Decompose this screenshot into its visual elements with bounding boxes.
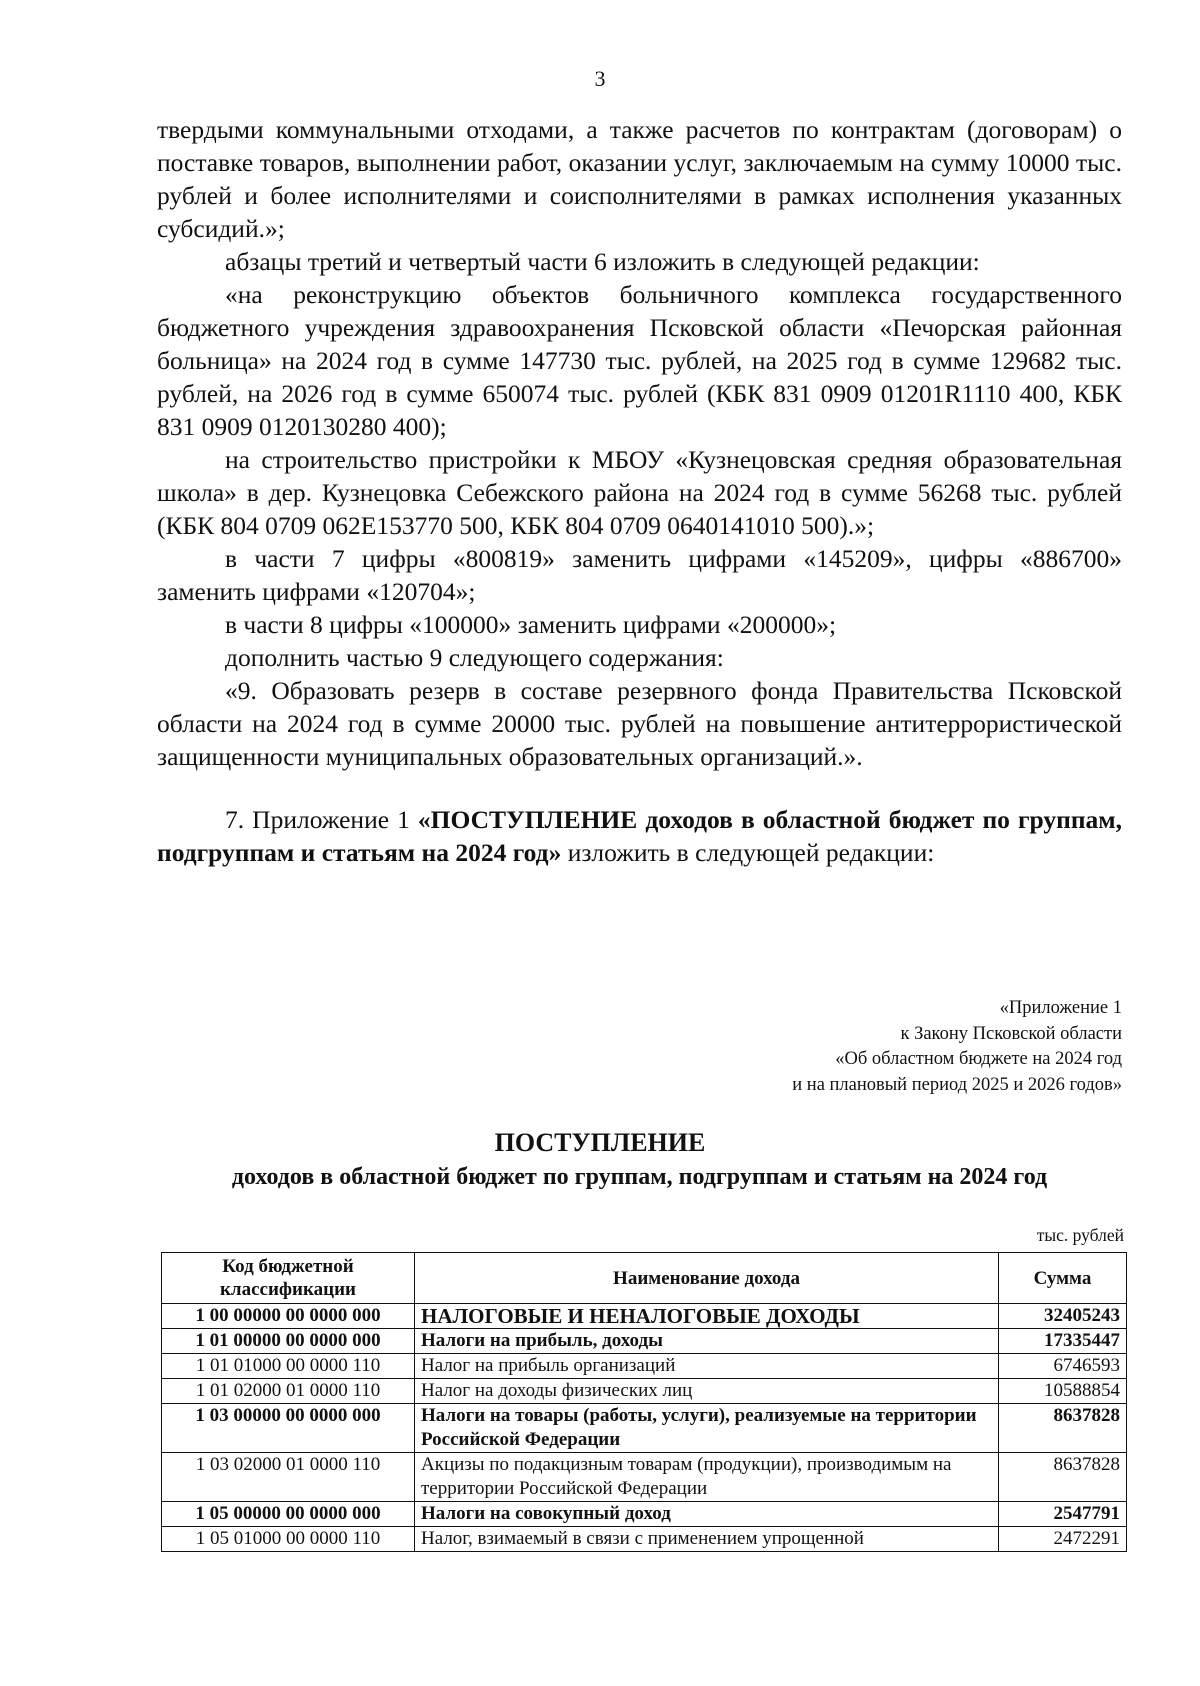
paragraph: в части 7 цифры «800819» заменить цифрами «145209», цифры «886700» заменить цифрами «120704»; bbox=[157, 544, 1122, 606]
cell-name: Налоги на прибыль, доходы bbox=[415, 1329, 999, 1354]
cell-sum: 8637828 bbox=[999, 1404, 1127, 1453]
header-code: Код бюджетной классификации bbox=[162, 1253, 415, 1304]
page-number: 3 bbox=[594, 66, 606, 91]
appendix-line: «Приложение 1 bbox=[999, 998, 1122, 1018]
table-row bbox=[162, 1304, 1127, 1329]
cell-code: 1 00 00000 00 0000 000 bbox=[162, 1304, 415, 1329]
paragraph: «9. Образовать резерв в составе резервного фонда Правительства Псковской области на 2024 год в сумме 20000 тыс. рублей на повышение антитеррористической защищенности муниципальных образовательных организаций.». bbox=[157, 676, 1122, 771]
cell-code: 1 01 00000 00 0000 000 bbox=[162, 1329, 415, 1354]
appendix-line: и на плановый период 2025 и 2026 годов» bbox=[792, 1074, 1122, 1095]
section-7-suffix: изложить в следующей редакции: bbox=[561, 838, 935, 867]
cell-sum: 17335447 bbox=[999, 1329, 1127, 1354]
cell-sum: 2547791 bbox=[999, 1502, 1127, 1527]
appendix-line: «Об областном бюджете на 2024 год bbox=[835, 1049, 1122, 1069]
cell-sum: 10588854 bbox=[999, 1379, 1127, 1404]
paragraph: на строительство пристройки к МБОУ «Кузнецовская средняя образовательная школа» в дер. Кузнецовка Себежского района на 2024 год в сумме 56268 тыс. рублей (КБК 804 0709 062E153770 500, КБК 804 0709 0640141010 500).»; bbox=[157, 445, 1122, 540]
cell-name: НАЛОГОВЫЕ И НЕНАЛОГОВЫЕ ДОХОДЫ bbox=[415, 1304, 999, 1329]
table-header-row bbox=[162, 1253, 1127, 1304]
body-text bbox=[157, 113, 1122, 869]
cell-code: 1 01 02000 01 0000 110 bbox=[162, 1379, 415, 1404]
cell-code: 1 05 01000 00 0000 110 bbox=[162, 1527, 415, 1552]
cell-name: Налоги на совокупный доход bbox=[415, 1502, 999, 1527]
paragraph: абзацы третий и четвертый части 6 изложить в следующей редакции: bbox=[225, 247, 980, 276]
table-row bbox=[162, 1379, 1127, 1404]
cell-name: Налог на доходы физических лиц bbox=[415, 1379, 999, 1404]
document-title: ПОСТУПЛЕНИЕ bbox=[494, 1128, 706, 1157]
section-7-paragraph bbox=[157, 803, 1122, 869]
table-row bbox=[162, 1329, 1127, 1354]
paragraph: «на реконструкцию объектов больничного комплекса государственного бюджетного учреждения здравоохранения Псковской области «Печорская районная больница» на 2024 год в сумме 147730 тыс. рублей, на 2025 год в сумме 129682 тыс. рублей, на 2026 год в сумме 650074 тыс. рублей (КБК 831 0909 01201R1110 400, КБК 831 0909 0120130280 400); bbox=[157, 280, 1122, 441]
cell-code: 1 01 01000 00 0000 110 bbox=[162, 1354, 415, 1379]
paragraph: дополнить частью 9 следующего содержания: bbox=[225, 643, 724, 672]
header-name: Наименование дохода bbox=[415, 1253, 999, 1304]
cell-code: 1 03 02000 01 0000 110 bbox=[162, 1453, 415, 1502]
cell-sum: 2472291 bbox=[999, 1527, 1127, 1552]
paragraph: твердыми коммунальными отходами, а также расчетов по контрактам (договорам) о поставке товаров, выполнении работ, оказании услуг, заключаемым на сумму 10000 тыс. рублей и более исполнителями и соисполнителями в рамках исполнения указанных субсидий.»; bbox=[157, 115, 1122, 243]
cell-name: Налоги на товары (работы, услуги), реализуемые на территории Российской Федерации bbox=[415, 1404, 999, 1453]
cell-code: 1 03 00000 00 0000 000 bbox=[162, 1404, 415, 1453]
appendix-line: к Закону Псковской области bbox=[900, 1023, 1122, 1044]
appendix-header bbox=[792, 996, 1122, 1098]
section-7-prefix: 7. Приложение 1 bbox=[225, 805, 418, 834]
table-row bbox=[162, 1453, 1127, 1502]
paragraph: в части 8 цифры «100000» заменить цифрами «200000»; bbox=[225, 610, 837, 639]
cell-name: Акцизы по подакцизным товарам (продукции), производимым на территории Российской Федерации bbox=[415, 1453, 999, 1502]
section-7-bold: «ПОСТУПЛЕНИЕ доходов в областной бюджет по группам, подгруппам и статьям на 2024 год» bbox=[157, 805, 1122, 867]
cell-sum: 8637828 bbox=[999, 1453, 1127, 1502]
revenue-table bbox=[161, 1252, 1127, 1552]
table-row bbox=[162, 1527, 1127, 1552]
cell-sum: 6746593 bbox=[999, 1354, 1127, 1379]
cell-name: Налог на прибыль организаций bbox=[415, 1354, 999, 1379]
header-sum: Сумма bbox=[999, 1253, 1127, 1304]
unit-label: тыс. рублей bbox=[1036, 1225, 1124, 1245]
document-subtitle: доходов в областной бюджет по группам, подгруппам и статьям на 2024 год bbox=[231, 1164, 1048, 1190]
cell-code: 1 05 00000 00 0000 000 bbox=[162, 1502, 415, 1527]
table-row bbox=[162, 1502, 1127, 1527]
cell-name: Налог, взимаемый в связи с применением упрощенной bbox=[415, 1527, 999, 1552]
cell-sum: 32405243 bbox=[999, 1304, 1127, 1329]
table-row bbox=[162, 1354, 1127, 1379]
table-row bbox=[162, 1404, 1127, 1453]
